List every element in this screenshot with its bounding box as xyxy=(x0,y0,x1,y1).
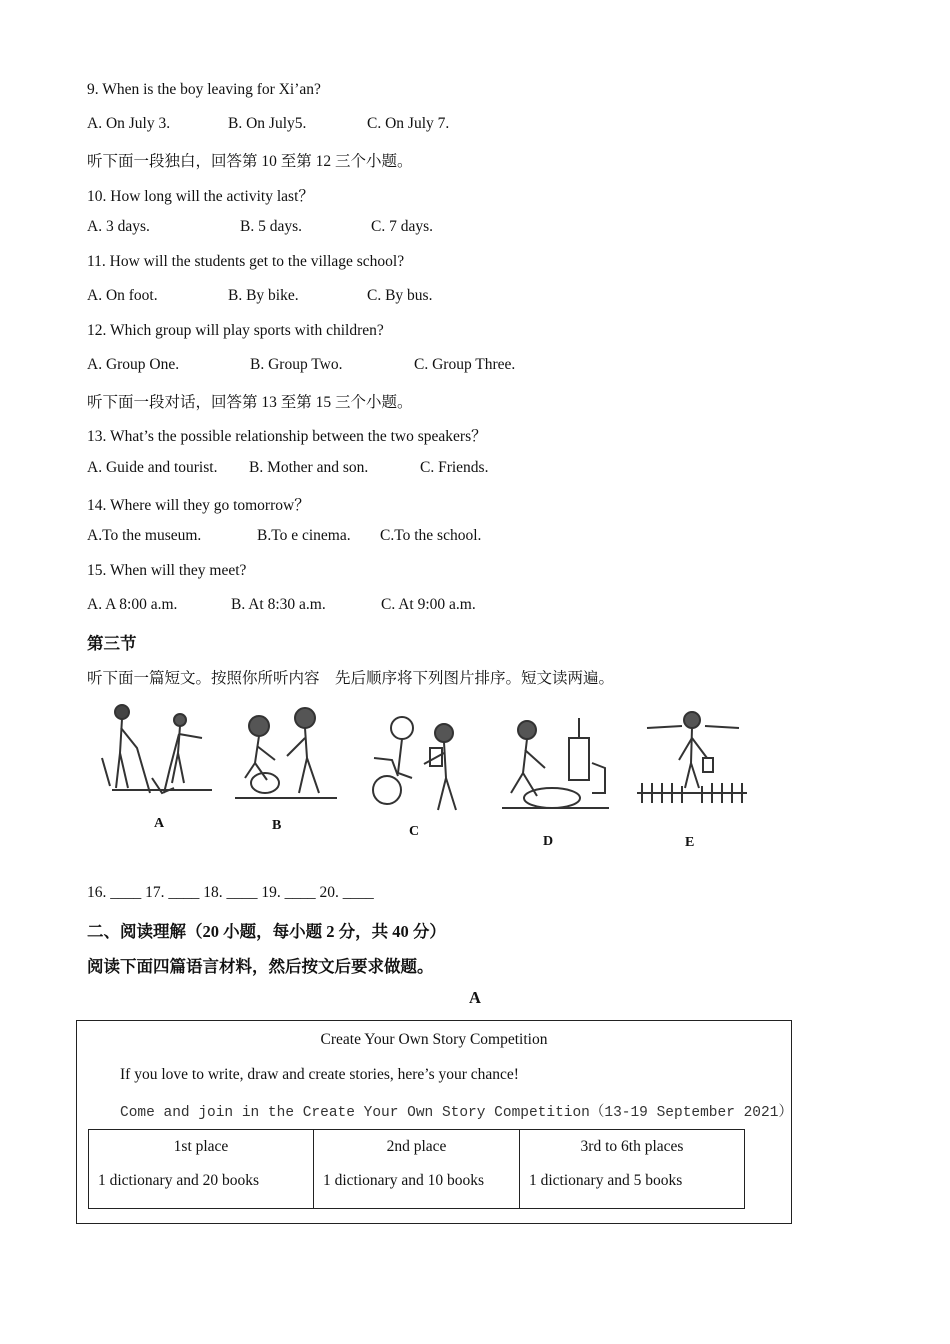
picture-d-cooking-image xyxy=(497,698,612,823)
q11-option-b: B. By bike. xyxy=(228,287,299,304)
q14-option-b: B.To e cinema. xyxy=(257,527,351,544)
question-11: 11. How will the students get to the village school? xyxy=(87,253,405,270)
q14-option-a: A.To the museum. xyxy=(87,527,202,544)
q11-option-a: A. On foot. xyxy=(87,287,158,304)
q11-option-c: C. By bus. xyxy=(367,287,433,304)
picture-a-sweeping-image xyxy=(92,698,222,808)
question-12: 12. Which group will play sports with children? xyxy=(87,322,384,339)
q15-option-b: B. At 8:30 a.m. xyxy=(231,596,326,613)
passage-label: A xyxy=(469,988,481,1007)
picture-c-wheelchair-image xyxy=(362,698,472,818)
dialogue-instruction: 听下面一段对话，回答第 13 至第 15 三个小题。 xyxy=(87,394,413,411)
q15-option-c: C. At 9:00 a.m. xyxy=(381,596,476,613)
prize-place: 1st place xyxy=(173,1138,229,1155)
question-10: 10. How long will the activity last？ xyxy=(87,188,314,205)
q12-option-b: B. Group Two. xyxy=(250,356,343,373)
q9-option-b: B. On July5. xyxy=(228,115,307,132)
picture-sequence xyxy=(92,698,752,858)
competition-line-2: Come and join in the Create Your Own Story Competition（13-19 September 2021） xyxy=(120,1105,793,1121)
monologue-instruction: 听下面一段独白，回答第 10 至第 12 三个小题。 xyxy=(87,153,413,170)
competition-line-1: If you love to write, draw and create stories, here’s your chance! xyxy=(120,1066,519,1083)
picture-label-b: B xyxy=(272,818,282,833)
q9-option-a: A. On July 3. xyxy=(87,115,171,132)
answer-blanks: 16. ____ 17. ____ 18. ____ 19. ____ 20. ____ xyxy=(87,884,374,901)
prize-cell-1st xyxy=(89,1130,314,1209)
q12-option-c: C. Group Three. xyxy=(414,356,516,373)
picture-label-d: D xyxy=(543,834,554,849)
section3-instruction: 听下面一篇短文。按照你所听内容 先后顺序将下列图片排序。短文读两遍。 xyxy=(87,670,615,687)
prize-table xyxy=(88,1129,745,1209)
q15-option-a: A. A 8:00 a.m. xyxy=(87,596,178,613)
question-13: 13. What’s the possible relationship between the two speakers？ xyxy=(87,428,487,445)
q10-option-b: B. 5 days. xyxy=(240,218,302,235)
prize-reward: 1 dictionary and 10 books xyxy=(323,1172,485,1189)
question-15: 15. When will they meet? xyxy=(87,562,247,579)
prize-reward: 1 dictionary and 20 books xyxy=(98,1172,260,1189)
reading-instruction: 阅读下面四篇语言材料，然后按文后要求做题。 xyxy=(87,957,434,976)
section3-heading: 第三节 xyxy=(87,634,137,653)
question-9: 9. When is the boy leaving for Xi’an? xyxy=(87,81,321,98)
competition-notice xyxy=(76,1020,792,1224)
q14-option-c: C.To the school. xyxy=(380,527,482,544)
picture-label-a: A xyxy=(154,816,165,831)
reading-heading: 二、阅读理解（20 小题，每小题 2 分，共 40 分） xyxy=(87,922,446,941)
q10-option-a: A. 3 days. xyxy=(87,218,150,235)
prize-place: 2nd place xyxy=(386,1138,447,1155)
competition-title: Create Your Own Story Competition xyxy=(320,1031,548,1048)
prize-cell-2nd xyxy=(314,1130,520,1209)
question-14: 14. Where will they go tomorrow？ xyxy=(87,497,310,514)
picture-e-field-image xyxy=(637,698,747,823)
picture-label-e: E xyxy=(685,835,695,850)
q10-option-c: C. 7 days. xyxy=(371,218,433,235)
q12-option-a: A. Group One. xyxy=(87,356,180,373)
q13-option-a: A. Guide and tourist. xyxy=(87,459,218,476)
prize-reward: 1 dictionary and 5 books xyxy=(529,1172,683,1189)
q13-option-c: C. Friends. xyxy=(420,459,489,476)
q9-option-c: C. On July 7. xyxy=(367,115,450,132)
picture-b-washing-image xyxy=(227,698,342,808)
prize-place: 3rd to 6th places xyxy=(580,1138,684,1155)
picture-label-c: C xyxy=(409,824,420,839)
q13-option-b: B. Mother and son. xyxy=(249,459,369,476)
prize-cell-3rd-6th xyxy=(520,1130,745,1209)
